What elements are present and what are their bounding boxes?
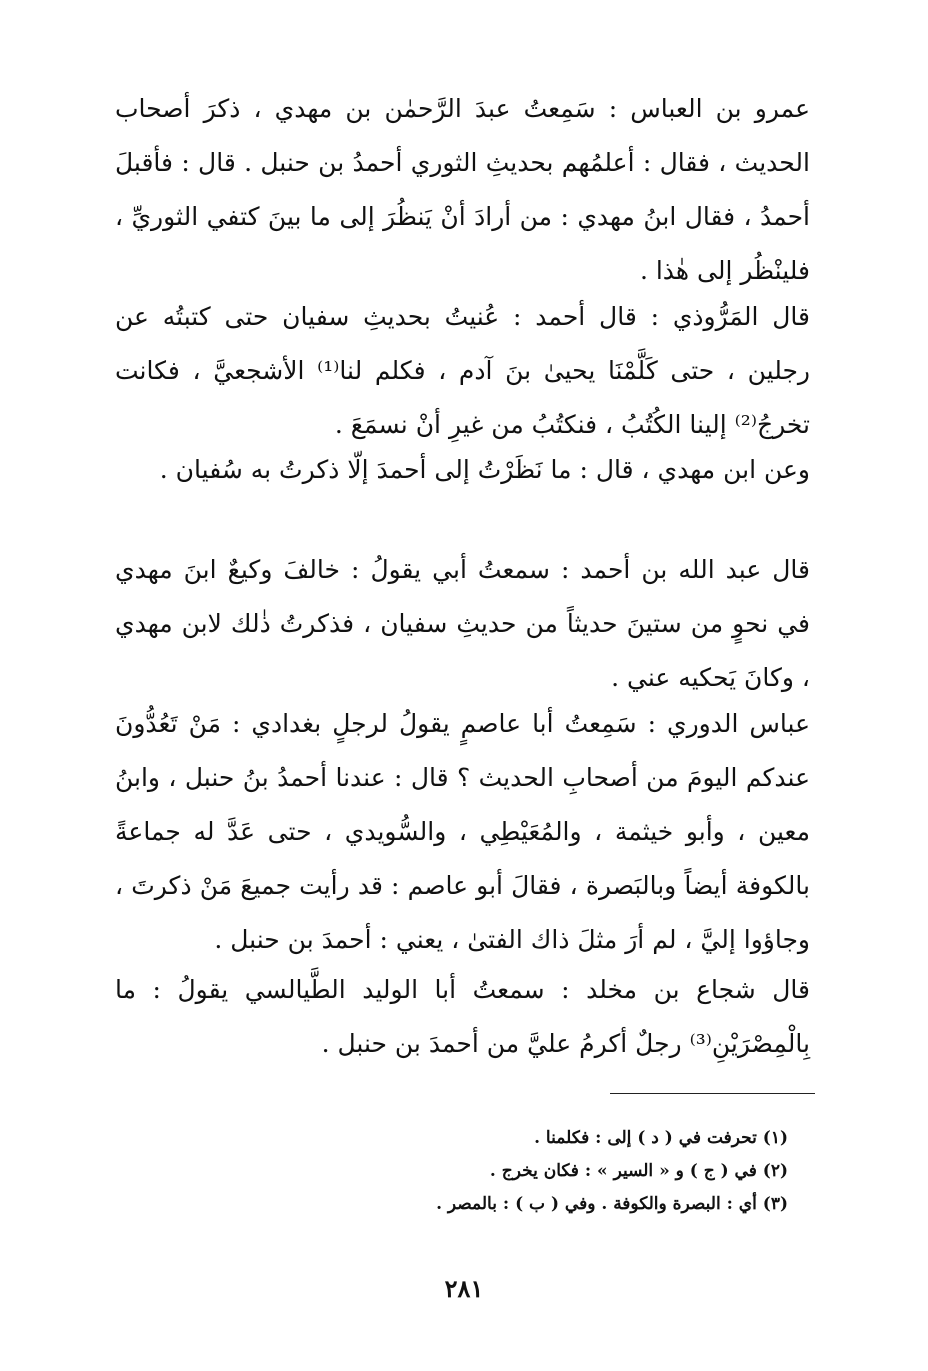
footnote-2: (٢) في ( ج ) و « السير » : فكان يخرج . (489, 1161, 788, 1181)
page-number: ٢٨١ (444, 1274, 484, 1303)
paragraph-abbas-al-duri: عباس الدوري : سَمِعتُ أبا عاصمٍ يقولُ لرجلٍ بغدادي : مَنْ تَعُدُّونَ عندكم اليومَ من أصحابِ الحديث ؟ قال : عندنا أحمدُ بنُ حنبل ، وابنُ معين ، وأبو خيثمة ، والمُعَيْطِي ، والسُّويدي ، حتى عَدَّ له جماعةً بالكوفة أيضاً وبالبَصرة ، فقالَ أبو عاصم : قد رأيت جميعَ مَنْ ذكرتَ ، وجاؤوا إليَّ ، لم أرَ مثلَ ذاك الفتىٰ ، يعني : أحمدَ بن حنبل . (115, 709, 810, 954)
paragraph-al-marrudhi: قال المَرُّوذي : قال أحمد : عُنيتُ بحديثِ سفيان حتى كتبتُه عن رجلين ، حتى كَلَّمْنَا يحيىٰ بنَ آدم ، فكلم لنا⁽¹⁾ الأشجعيَّ ، فكانت تخرجُ⁽²⁾ إلينا الكُتُبُ ، فنكتُبُ من غيرِ أنْ نسمَعَ . (115, 302, 810, 439)
paragraph-amr-ibn-al-abbas: عمرو بن العباس : سَمِعتُ عبدَ الرَّحمٰن بن مهدي ، ذكرَ أصحاب الحديث ، فقال : أعلمُهم بحديثِ الثوري أحمدُ بن حنبل . قال : فأقبلَ أحمدُ ، فقال ابنُ مهدي : من أرادَ أنْ يَنظُرَ إلى ما بينَ كتفي الثوريِّ ، فلينْظُر إلى هٰذا . (115, 94, 810, 285)
paragraph-ibn-mahdi: وعن ابن مهدي ، قال : ما نَظَرْتُ إلى أحمدَ إلّا ذكرتُ به سُفيان . (159, 455, 810, 484)
footnotes (228, 1122, 788, 1221)
footnote-1: (١) تحرفت في ( د ) إلى : فكلمنا . (534, 1128, 788, 1148)
paragraph-abdullah-ibn-ahmad: قال عبد الله بن أحمد : سمعتُ أبي يقولُ : خالفَ وكيعٌ ابنَ مهدي في نحوٍ من ستينَ حديثاً من حديثِ سفيان ، فذكرتُ ذٰلك لابن مهدي ، وكانَ يَحكيه عني . (115, 555, 810, 692)
footnote-divider (610, 1093, 815, 1094)
paragraph-shuja-ibn-makhlad: قال شجاع بن مخلد : سمعتُ أبا الوليد الطَّيالسي يقولُ : ما بِالْمِصْرَيْنِ⁽³⁾ رجلٌ أكرمُ عليَّ من أحمدَ بن حنبل . (115, 975, 810, 1058)
footnote-3: (٣) أي : البصرة والكوفة . وفي ( ب ) : بالمصر . (436, 1194, 788, 1214)
